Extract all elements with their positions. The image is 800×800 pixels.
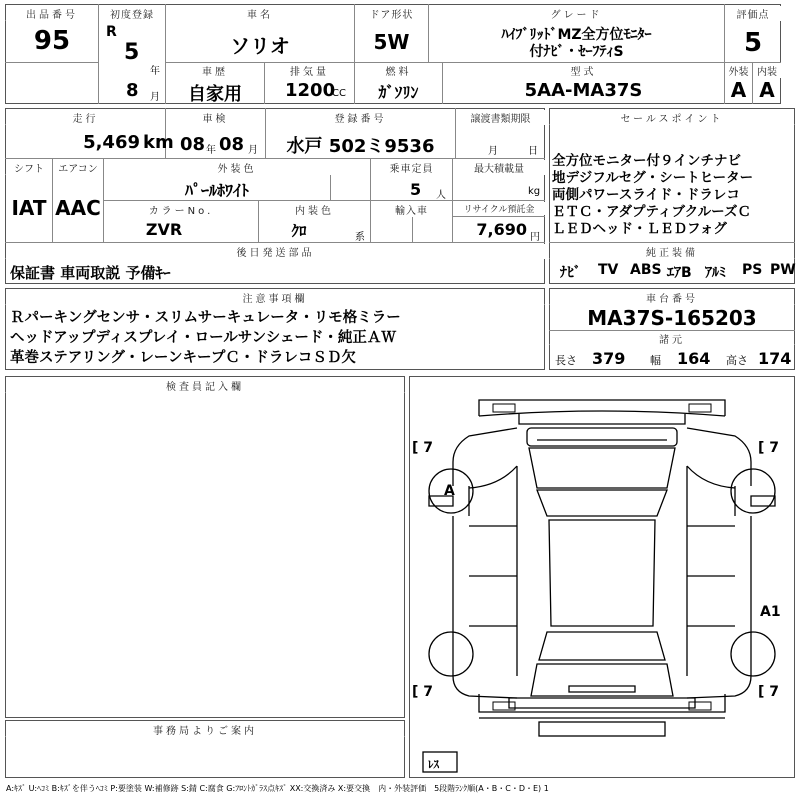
door: 5W	[373, 30, 410, 54]
history-label: 車歴	[166, 63, 264, 78]
length-label: 長さ	[555, 354, 577, 367]
width-value: 164	[677, 349, 711, 368]
recycle-label: リサイクル預託金	[453, 202, 545, 215]
score: 5	[743, 28, 763, 58]
damage-mark-a1: A1	[760, 604, 781, 620]
import-label: 輸入車	[371, 202, 452, 217]
divider	[5, 158, 545, 159]
interior-color-label: 内装色	[259, 202, 370, 217]
mileage: 5,469	[83, 132, 140, 153]
car-name-label: 車名	[166, 6, 354, 21]
spare-tire-label: ﾚｽ	[428, 758, 439, 771]
equipment-item: PS	[742, 262, 763, 278]
tire-tl-label: [ 7	[412, 440, 434, 456]
car-name: ソリオ	[230, 34, 290, 58]
divider	[412, 216, 413, 242]
registration-label: 登録番号	[266, 110, 455, 125]
notes-label: 注意事項欄	[6, 290, 544, 305]
sales-points-label: セールスポイント	[550, 110, 794, 125]
max-load-label: 最大積載量	[453, 160, 545, 175]
legend-text: A:ｷｽﾞ U:ﾍｺﾐ B:ｷｽﾞを伴うﾍｺﾐ P:要塗装 W:補修跡 S:錆 C:腐食 G:ﾌﾛﾝﾄｶﾞﾗｽ点ｷｽﾞ XX:交換済み X:要交換 内・外装評価 5段階ﾗﾝｸ順(A・B・C・D・E) 1	[6, 784, 549, 793]
inspector-label: 検査員記入欄	[6, 378, 404, 393]
mileage-label: 走行	[6, 110, 165, 125]
exterior-color: ﾊﾟｰﾙﾎﾜｲﾄ	[184, 181, 249, 200]
sales-point-line: 両側パワースライド・ドラレコ	[552, 187, 740, 203]
tire-tr-label: [ 7	[758, 440, 780, 456]
equipment-item: ABS	[630, 262, 662, 278]
year-unit: 年	[150, 66, 160, 77]
car-diagram	[409, 376, 795, 778]
model: 5AA-MA37S	[524, 80, 643, 101]
chassis-label: 車台番号	[550, 290, 794, 305]
era: R	[106, 24, 117, 40]
divider	[5, 242, 545, 243]
recycle-unit: 円	[530, 232, 540, 243]
month-unit: 月	[150, 92, 160, 103]
interior-color: ｸﾛ	[291, 222, 307, 240]
sales-point-line: ＬＥＤヘッド・ＬＥＤフォグ	[552, 221, 727, 237]
length-value: 379	[592, 349, 626, 368]
km-unit: km	[143, 132, 174, 153]
inspection-year-unit: 年	[206, 145, 216, 156]
height-value: 174	[758, 349, 792, 368]
transfer-deadline-label: 譲渡書類期限	[456, 110, 545, 125]
model-label: 型式	[443, 63, 724, 78]
fuel: ｶﾞｿﾘﾝ	[378, 83, 419, 102]
sales-point-line: 全方位モニター付９インチナビ	[552, 153, 741, 169]
transfer-month-unit: 月	[488, 146, 498, 157]
damage-mark-a: A	[444, 483, 455, 499]
interior-grade: A	[759, 78, 775, 102]
grade-label: グレード	[429, 6, 724, 21]
displacement: 1200	[285, 80, 336, 101]
exterior-label: 外装	[725, 63, 752, 78]
displacement-label: 排気量	[265, 63, 354, 78]
tire-br: 7	[769, 684, 780, 700]
max-load-unit: kg	[528, 186, 541, 197]
note-line: Ｒパーキングセンサ・スリムサーキュレータ・リモ格ミラー	[10, 310, 401, 326]
equipment-item: ｱﾙﾐ	[705, 265, 726, 281]
divider	[5, 62, 98, 63]
history: 自家用	[188, 84, 242, 105]
capacity-unit: 人	[436, 190, 446, 201]
width-label: 幅	[650, 354, 661, 367]
tire-bl: 7	[423, 684, 434, 700]
divider	[549, 242, 795, 243]
sales-point-line: ＥＴＣ・アダプティブクルーズＣ	[552, 204, 751, 220]
inspection-label: 車検	[166, 110, 265, 125]
office-label: 事務局よりご案内	[6, 722, 404, 737]
color-label: 外装色	[104, 160, 370, 175]
interior-label: 内装	[753, 63, 781, 78]
cc-unit: CC	[332, 88, 346, 99]
shift-label: シフト	[6, 160, 52, 175]
score-label: 評価点	[725, 6, 781, 21]
inspection-month-unit: 月	[248, 145, 258, 156]
equipment-label: 純正装備	[550, 244, 794, 259]
equipment-item: ﾅﾋﾞ	[560, 265, 581, 281]
color-no: ZVR	[145, 220, 183, 239]
later-parts-label: 後日発送部品	[6, 244, 545, 259]
divider	[330, 174, 331, 200]
inspection-year: 08	[180, 134, 206, 155]
chassis-number: MA37S-165203	[587, 306, 757, 330]
sales-point-line: 地デジフルセグ・シートヒーター	[552, 170, 754, 186]
inspector-box	[5, 376, 405, 718]
tire-br-label: [ 7	[758, 684, 780, 700]
capacity-label: 乗車定員	[371, 160, 452, 175]
grade-line1: ﾊｲﾌﾞﾘｯﾄﾞMZ全方位ﾓﾆﾀｰ	[501, 27, 652, 43]
interior-color-unit: 系	[355, 232, 365, 243]
recycle-fee: 7,690	[476, 220, 527, 239]
first-reg-month: 8	[126, 80, 139, 101]
equipment-item: TV	[598, 262, 619, 278]
registration-number: 水戸 502ミ9536	[286, 136, 435, 157]
shift: IAT	[11, 196, 47, 220]
lot-no: 95	[33, 26, 71, 56]
inspection-month: 08	[219, 134, 245, 155]
specs-label: 諸元	[550, 331, 794, 346]
lot-no-label: 出品番号	[6, 6, 98, 21]
note-line: ヘッドアップディスプレイ・ロールサンシェード・純正ＡＷ	[10, 330, 396, 346]
exterior-grade: A	[730, 78, 747, 102]
grade-line2: 付ﾅﾋﾞ・ｾｰﾌﾃｨS	[529, 44, 624, 60]
first-reg-year: 5	[124, 40, 140, 65]
fuel-label: 燃料	[355, 63, 442, 78]
tire-bl-label: [ 7	[412, 684, 434, 700]
ac-label: エアコン	[53, 160, 103, 175]
capacity: 5	[410, 180, 422, 199]
tire-tl: 7	[423, 440, 434, 456]
later-parts: 保証書 車両取説 予備ｷｰ	[10, 264, 171, 282]
first-reg-label: 初度登録	[99, 6, 165, 21]
color-no-label: カラーNo.	[104, 202, 258, 217]
transfer-day-unit: 日	[528, 146, 538, 157]
tire-tr: 7	[769, 440, 780, 456]
ac: AAC	[55, 196, 101, 220]
equipment-item: PW	[770, 262, 796, 278]
equipment-item: ｴｱB	[667, 265, 692, 281]
door-label: ドア形状	[355, 6, 428, 21]
height-label: 高さ	[726, 354, 748, 367]
note-line: 革巻ステアリング・レーンキープＣ・ドラレコＳＤ欠	[10, 350, 356, 366]
